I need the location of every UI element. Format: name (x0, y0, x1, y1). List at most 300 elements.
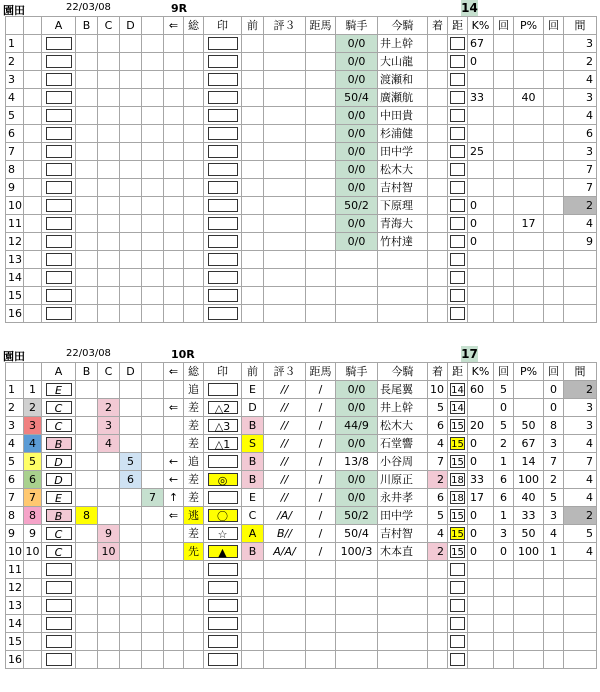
rating-a-box[interactable] (46, 55, 72, 68)
mark-box[interactable] (208, 271, 238, 284)
finish-position: 6 (428, 417, 448, 435)
mark-box[interactable] (208, 73, 238, 86)
mark-circle[interactable]: 〇 (208, 509, 238, 522)
distance-box[interactable] (450, 163, 465, 176)
distance-cell[interactable] (448, 597, 468, 615)
rating-a-box[interactable]: E (46, 491, 72, 504)
distance-cell[interactable] (448, 53, 468, 71)
rating-a-cell[interactable] (42, 561, 76, 579)
mark-cell[interactable] (204, 179, 242, 197)
mark-box[interactable] (208, 635, 238, 648)
distance-box[interactable] (450, 199, 465, 212)
rating-a-cell[interactable] (42, 633, 76, 651)
rating-a-box[interactable] (46, 127, 72, 140)
distance-cell[interactable] (448, 215, 468, 233)
rating-a-cell[interactable] (42, 399, 76, 417)
distance-cell[interactable] (448, 287, 468, 305)
rating-a-cell[interactable] (42, 53, 76, 71)
empty-cell (494, 287, 514, 305)
rating-a-cell[interactable] (42, 143, 76, 161)
rating-a-cell[interactable] (42, 215, 76, 233)
running-style: 差 (184, 417, 204, 435)
rating-a-box[interactable]: C (46, 527, 72, 540)
mark-cell[interactable] (204, 579, 242, 597)
rating-a-cell[interactable] (42, 35, 76, 53)
mark-box[interactable] (208, 163, 238, 176)
rating-a-cell[interactable] (42, 381, 76, 399)
gate-number (24, 651, 42, 669)
rating-b (76, 435, 98, 453)
jockey-record: 50/2 (336, 197, 378, 215)
rating-c (98, 453, 120, 471)
distance-box[interactable]: 18 (451, 493, 464, 504)
distance-cell[interactable] (448, 615, 468, 633)
rating-a-cell[interactable] (42, 525, 76, 543)
distance-box[interactable] (450, 55, 465, 68)
rider-name: 永井孝 (378, 489, 428, 507)
distance-cell[interactable] (448, 435, 468, 453)
distance-cell[interactable] (448, 179, 468, 197)
rating-a-box[interactable] (46, 235, 72, 248)
mark-cell[interactable] (204, 435, 242, 453)
distance-box[interactable] (450, 599, 465, 612)
distance-cell[interactable] (448, 399, 468, 417)
rating-a-cell[interactable] (42, 417, 76, 435)
rating-a-cell[interactable] (42, 233, 76, 251)
previous-rank (242, 561, 264, 579)
distance-box[interactable] (450, 653, 465, 666)
k-percent: 20 (468, 417, 494, 435)
empty-cell (142, 35, 164, 53)
rating-b (76, 651, 98, 669)
rating-b: 8 (76, 507, 98, 525)
mark-box[interactable] (208, 563, 238, 576)
p-percent (514, 615, 544, 633)
finish-position: 10 (428, 381, 448, 399)
mark-cell[interactable] (204, 89, 242, 107)
empty-cell (494, 233, 514, 251)
k-percent (468, 71, 494, 89)
distance-cell[interactable] (448, 89, 468, 107)
rating-a-cell[interactable] (42, 89, 76, 107)
distance-box[interactable]: 14 (451, 403, 464, 414)
empty-cell (98, 269, 120, 287)
rating-a-box[interactable]: E (46, 383, 72, 396)
p-count (544, 597, 564, 615)
distance-box[interactable] (450, 289, 465, 302)
rating-a-box[interactable] (46, 307, 72, 320)
rider-name: 井上幹 (378, 35, 428, 53)
mark-cell[interactable] (204, 233, 242, 251)
empty-cell (264, 53, 306, 71)
mark-box[interactable] (208, 199, 238, 212)
distance-cell[interactable] (448, 35, 468, 53)
k-count: 5 (494, 381, 514, 399)
mark-box[interactable] (208, 235, 238, 248)
rating-a-cell[interactable] (42, 287, 76, 305)
mark-box[interactable] (208, 217, 238, 230)
rating-a-cell[interactable] (42, 615, 76, 633)
mark-cell[interactable] (204, 381, 242, 399)
distance-box[interactable] (450, 217, 465, 230)
mark-cell[interactable] (204, 651, 242, 669)
p-percent: 50 (514, 417, 544, 435)
mark-cell[interactable] (204, 53, 242, 71)
rating-a-box[interactable] (46, 145, 72, 158)
rating-c (98, 489, 120, 507)
mark-box[interactable] (208, 127, 238, 140)
distance-cell[interactable] (448, 269, 468, 287)
arrow-indicator (164, 651, 184, 669)
rating-a-box[interactable] (46, 563, 72, 576)
rating-a-box[interactable]: B (46, 509, 72, 522)
distance-box[interactable] (450, 635, 465, 648)
mark-cell[interactable] (204, 251, 242, 269)
horse-number: 1 (6, 35, 24, 53)
empty-cell (120, 107, 142, 125)
distance-box[interactable] (450, 235, 465, 248)
empty-cell (544, 251, 564, 269)
mark-box[interactable] (208, 599, 238, 612)
empty-cell (120, 305, 142, 323)
k-count: 0 (494, 543, 514, 561)
p-count: 7 (544, 453, 564, 471)
empty-cell (242, 71, 264, 89)
empty-cell (76, 305, 98, 323)
mark-cell[interactable] (204, 507, 242, 525)
empty-cell (544, 197, 564, 215)
mark-box[interactable] (208, 383, 238, 396)
distance-cell[interactable] (448, 251, 468, 269)
mark-cell[interactable] (204, 287, 242, 305)
empty-cell (98, 197, 120, 215)
p-percent: 100 (514, 471, 544, 489)
interval: 2 (564, 197, 597, 215)
column-header: 回 (544, 17, 564, 35)
mark-cell[interactable] (204, 543, 242, 561)
empty-cell (428, 233, 448, 251)
horse-number: 14 (6, 269, 24, 287)
mark-cell[interactable] (204, 597, 242, 615)
rating-a-box[interactable] (46, 289, 72, 302)
arrow-indicator: ⇐ (164, 507, 184, 525)
mark-cell[interactable] (204, 399, 242, 417)
rating-a-cell[interactable] (42, 651, 76, 669)
distance-box[interactable] (450, 37, 465, 50)
distance-cell[interactable] (448, 71, 468, 89)
mark-box[interactable] (208, 653, 238, 666)
empty-cell (494, 143, 514, 161)
mark-box[interactable] (208, 145, 238, 158)
mark-box[interactable] (208, 581, 238, 594)
p-percent (514, 125, 544, 143)
table-row (6, 597, 597, 615)
rating-a-box[interactable]: C (46, 401, 72, 414)
interval: 3 (564, 35, 597, 53)
mark-box[interactable] (208, 491, 238, 504)
mark-cell[interactable] (204, 125, 242, 143)
rating-a-box[interactable] (46, 271, 72, 284)
rating-a-box[interactable] (46, 37, 72, 50)
table-row (6, 561, 597, 579)
distance-box[interactable]: 18 (451, 475, 464, 486)
interval: 6 (564, 125, 597, 143)
rating-a-cell[interactable] (42, 435, 76, 453)
empty-cell (24, 35, 42, 53)
table-row (6, 435, 597, 453)
rating-a-cell[interactable] (42, 125, 76, 143)
distance-cell[interactable] (448, 561, 468, 579)
distance-cell[interactable] (448, 417, 468, 435)
rating-d (120, 633, 142, 651)
horse-number: 5 (6, 453, 24, 471)
horse-number: 3 (6, 417, 24, 435)
mark-cell[interactable] (204, 453, 242, 471)
mark-box[interactable] (208, 109, 238, 122)
mark-delta2[interactable]: △2 (208, 401, 238, 414)
rating-a-box[interactable] (46, 109, 72, 122)
rating-b (76, 453, 98, 471)
distance-box[interactable] (450, 581, 465, 594)
mark-cell[interactable] (204, 561, 242, 579)
distance-box[interactable] (450, 271, 465, 284)
rating-a-box[interactable] (46, 199, 72, 212)
distance-cell[interactable] (448, 453, 468, 471)
rating-a-cell[interactable] (42, 453, 76, 471)
rating-a-box[interactable] (46, 163, 72, 176)
evaluation: // (264, 399, 306, 417)
mark-cell[interactable] (204, 161, 242, 179)
p-percent: 50 (514, 525, 544, 543)
column-header (6, 363, 24, 381)
rating-c (98, 471, 120, 489)
distance-box[interactable] (450, 563, 465, 576)
rating-a-cell[interactable] (42, 269, 76, 287)
rating-a-box[interactable] (46, 581, 72, 594)
mark-cell[interactable] (204, 143, 242, 161)
rating-a-cell[interactable] (42, 471, 76, 489)
rating-a-box[interactable] (46, 617, 72, 630)
table-row (6, 143, 597, 161)
distance-cell[interactable] (448, 125, 468, 143)
mark-star[interactable]: ☆ (208, 527, 238, 540)
rating-a-cell[interactable] (42, 489, 76, 507)
mark-triangle[interactable]: ▲ (208, 545, 238, 558)
empty-cell (306, 179, 336, 197)
rating-a-box[interactable]: D (46, 473, 72, 486)
mark-cell[interactable] (204, 71, 242, 89)
table-row (6, 35, 597, 53)
mark-box[interactable] (208, 253, 238, 266)
distance-box[interactable] (450, 91, 465, 104)
empty-cell (164, 233, 184, 251)
column-header: 回 (494, 17, 514, 35)
finish-position (428, 633, 448, 651)
distance-horse: / (306, 525, 336, 543)
rating-a-cell[interactable] (42, 597, 76, 615)
mark-box[interactable] (208, 37, 238, 50)
rating-a-box[interactable] (46, 653, 72, 666)
empty-cell (142, 53, 164, 71)
rating-a-box[interactable] (46, 217, 72, 230)
rating-a-cell[interactable] (42, 507, 76, 525)
rating-a-box[interactable]: C (46, 419, 72, 432)
distance-cell[interactable] (448, 143, 468, 161)
rating-a-cell[interactable] (42, 579, 76, 597)
distance-box[interactable] (450, 307, 465, 320)
p-percent (514, 305, 544, 323)
empty-cell (544, 305, 564, 323)
distance-cell[interactable] (448, 579, 468, 597)
empty-cell (306, 233, 336, 251)
rating-a-box[interactable] (46, 91, 72, 104)
rider-name: 竹村達 (378, 233, 428, 251)
jockey-record: 0/0 (336, 471, 378, 489)
k-percent (468, 561, 494, 579)
rating-a-cell[interactable] (42, 71, 76, 89)
rating-a-box[interactable] (46, 253, 72, 266)
table-row (6, 107, 597, 125)
empty-cell (76, 35, 98, 53)
distance-cell[interactable] (448, 525, 468, 543)
column-header: 総 (184, 363, 204, 381)
empty-cell (428, 161, 448, 179)
column-header (24, 17, 42, 35)
empty-cell (142, 89, 164, 107)
rating-a-cell[interactable] (42, 107, 76, 125)
rating-a-box[interactable] (46, 73, 72, 86)
distance-box[interactable] (450, 145, 465, 158)
empty-cell (242, 287, 264, 305)
rating-a-box[interactable] (46, 181, 72, 194)
distance-cell[interactable] (448, 633, 468, 651)
distance-cell[interactable] (448, 381, 468, 399)
mark-box[interactable] (208, 55, 238, 68)
evaluation (264, 651, 306, 669)
rating-a-cell[interactable] (42, 179, 76, 197)
p-percent (514, 233, 544, 251)
distance-box[interactable] (450, 617, 465, 630)
rider-name (378, 651, 428, 669)
empty-cell (184, 251, 204, 269)
rating-a-cell[interactable] (42, 161, 76, 179)
distance-cell[interactable] (448, 543, 468, 561)
distance-cell[interactable] (448, 161, 468, 179)
empty-cell (120, 161, 142, 179)
p-count (544, 615, 564, 633)
rating-a-cell[interactable] (42, 543, 76, 561)
mark-box[interactable] (208, 289, 238, 302)
distance-box[interactable]: 15 (451, 547, 464, 558)
rating-a-cell[interactable] (42, 251, 76, 269)
rating-d (120, 435, 142, 453)
distance-box[interactable]: 15 (451, 511, 464, 522)
rating-b (76, 597, 98, 615)
k-percent: 0 (468, 215, 494, 233)
distance-box[interactable]: 15 (451, 421, 464, 432)
distance-box[interactable] (450, 109, 465, 122)
distance-box[interactable] (450, 253, 465, 266)
rating-d (120, 543, 142, 561)
mark-cell[interactable] (204, 35, 242, 53)
rating-a-cell[interactable] (42, 197, 76, 215)
mark-cell[interactable] (204, 525, 242, 543)
distance-box[interactable]: 14 (451, 385, 464, 396)
table-row (6, 269, 597, 287)
rider-name: 石堂響 (378, 435, 428, 453)
mark-box[interactable] (208, 181, 238, 194)
distance-cell[interactable] (448, 489, 468, 507)
k-percent: 0 (468, 453, 494, 471)
mark-delta1[interactable]: △1 (208, 437, 238, 450)
rating-a-box[interactable]: D (46, 455, 72, 468)
mark-cell[interactable] (204, 215, 242, 233)
p-percent (514, 143, 544, 161)
rating-a-box[interactable]: B (46, 437, 72, 450)
table-row (6, 399, 597, 417)
distance-horse (306, 633, 336, 651)
empty-cell (264, 179, 306, 197)
mark-cell[interactable] (204, 269, 242, 287)
arrow-indicator: ↑ (164, 489, 184, 507)
empty-cell (76, 107, 98, 125)
rating-a-box[interactable] (46, 599, 72, 612)
mark-box[interactable] (208, 617, 238, 630)
distance-box[interactable]: 15 (451, 457, 464, 468)
distance-cell[interactable] (448, 233, 468, 251)
rating-a-cell[interactable] (42, 305, 76, 323)
mark-cell[interactable] (204, 305, 242, 323)
mark-delta3[interactable]: △3 (208, 419, 238, 432)
distance-box[interactable] (450, 73, 465, 86)
distance-cell[interactable] (448, 107, 468, 125)
rating-a-box[interactable]: C (46, 545, 72, 558)
empty-cell (544, 107, 564, 125)
mark-cell[interactable] (204, 417, 242, 435)
running-style (184, 615, 204, 633)
distance-cell[interactable] (448, 305, 468, 323)
distance-cell[interactable] (448, 471, 468, 489)
mark-box[interactable] (208, 307, 238, 320)
mark-cell[interactable] (204, 489, 242, 507)
distance-cell[interactable] (448, 651, 468, 669)
distance-box[interactable]: 15 (451, 439, 464, 450)
mark-cell[interactable] (204, 471, 242, 489)
empty-cell (98, 161, 120, 179)
rating-a-box[interactable] (46, 635, 72, 648)
mark-box[interactable] (208, 455, 238, 468)
gate-number: 7 (24, 489, 42, 507)
mark-box[interactable] (208, 91, 238, 104)
rating-c (98, 615, 120, 633)
distance-cell[interactable] (448, 197, 468, 215)
column-header: ⇐ (164, 17, 184, 35)
horse-number: 7 (6, 143, 24, 161)
empty-cell (184, 287, 204, 305)
mark-cell[interactable] (204, 107, 242, 125)
distance-box[interactable]: 15 (451, 529, 464, 540)
mark-cell[interactable] (204, 615, 242, 633)
mark-cell[interactable] (204, 197, 242, 215)
distance-box[interactable] (450, 127, 465, 140)
mark-cell[interactable] (204, 633, 242, 651)
distance-cell[interactable] (448, 507, 468, 525)
gate-number (24, 561, 42, 579)
empty-cell (428, 125, 448, 143)
distance-box[interactable] (450, 181, 465, 194)
mark-double-circle[interactable]: ◎ (208, 473, 238, 486)
running-style: 差 (184, 489, 204, 507)
